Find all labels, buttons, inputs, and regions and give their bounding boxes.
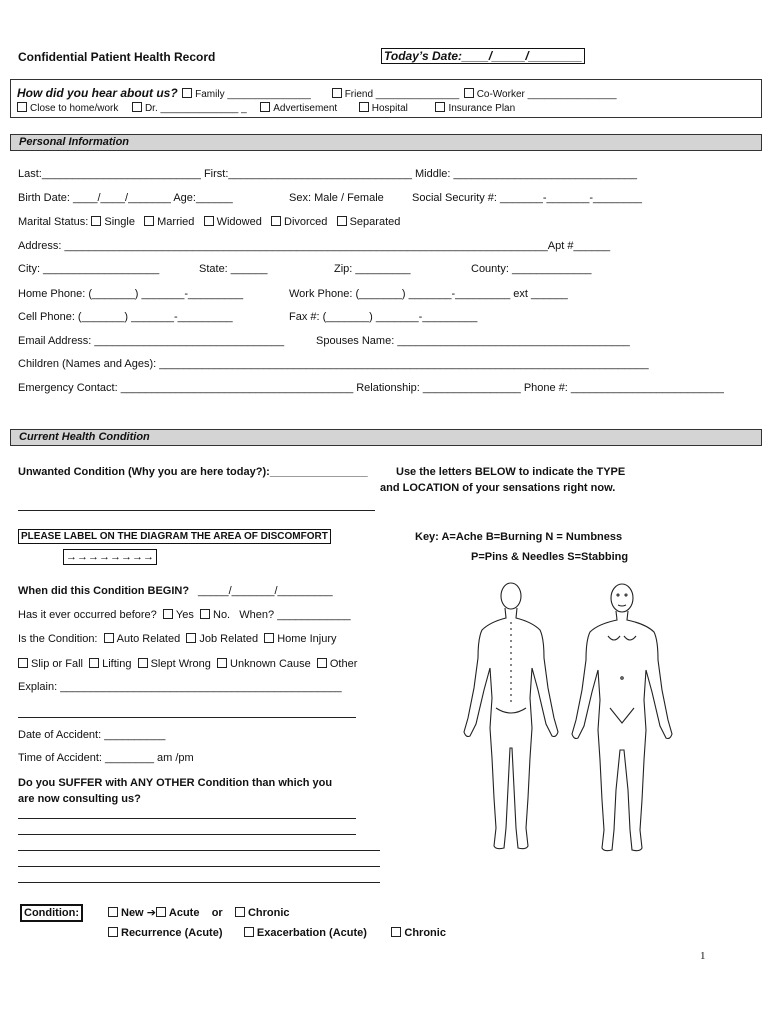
zip-field[interactable]: Zip: _________ bbox=[334, 263, 411, 275]
or-label: or bbox=[211, 907, 223, 919]
condition-label-box: Condition: bbox=[20, 904, 83, 922]
checkbox-occurred-no[interactable] bbox=[200, 609, 210, 619]
section-heading: Personal Information bbox=[19, 136, 130, 148]
checkbox-single[interactable] bbox=[91, 216, 101, 226]
option-home-injury: Home Injury bbox=[277, 633, 337, 645]
back-figure-outline bbox=[464, 583, 558, 849]
condition-type-row bbox=[18, 633, 337, 645]
checkbox-slept-wrong[interactable] bbox=[138, 658, 148, 668]
city-field[interactable]: City: ___________________ bbox=[18, 263, 160, 275]
instruction-line-1: Use the letters BELOW to indicate the TYPE bbox=[396, 466, 626, 478]
option-chronic: Chronic bbox=[247, 907, 290, 919]
referral-close: Close to home/work bbox=[30, 103, 119, 114]
todays-date-field[interactable]: Today’s Date:____/_____/________ bbox=[381, 48, 585, 64]
occurred-before-row bbox=[18, 609, 351, 621]
checkbox-separated[interactable] bbox=[337, 216, 347, 226]
option-job-related: Job Related bbox=[199, 633, 259, 645]
other-condition-line-2[interactable] bbox=[18, 834, 356, 835]
checkbox-divorced[interactable] bbox=[271, 216, 281, 226]
home-phone-field[interactable]: Home Phone: (_______) _______-_________ bbox=[18, 288, 244, 300]
option-single: Single bbox=[104, 216, 135, 228]
checkbox-coworker[interactable] bbox=[464, 88, 474, 98]
other-condition-question-1: Do you SUFFER with ANY OTHER Condition than which you bbox=[18, 777, 333, 789]
checkbox-auto-related[interactable] bbox=[104, 633, 114, 643]
checkbox-recurrence[interactable] bbox=[108, 927, 118, 937]
explain-field[interactable]: Explain: ______________________________________________ bbox=[18, 681, 342, 693]
checkbox-lifting[interactable] bbox=[89, 658, 99, 668]
checkbox-chronic-2[interactable] bbox=[391, 927, 401, 937]
fax-field[interactable]: Fax #: (_______) _______-_________ bbox=[289, 311, 478, 323]
condition-status-row-2 bbox=[108, 927, 446, 939]
emergency-contact-field[interactable]: Emergency Contact: ______________________________________ Relationship: ________________ Phone #: _________________________ bbox=[18, 382, 724, 394]
checkbox-slip-or-fall[interactable] bbox=[18, 658, 28, 668]
condition-begin-field[interactable]: _____/_______/_________ bbox=[198, 585, 333, 597]
referral-friend: Friend _______________ bbox=[344, 89, 460, 100]
option-other: Other bbox=[329, 658, 358, 670]
checkbox-occurred-yes[interactable] bbox=[163, 609, 173, 619]
checkbox-widowed[interactable] bbox=[204, 216, 214, 226]
arrows-indicator: →→→→→→→→ bbox=[63, 549, 157, 565]
other-condition-question-2: are now consulting us? bbox=[18, 793, 141, 805]
option-acute: Acute bbox=[168, 907, 200, 919]
referral-box bbox=[10, 79, 762, 118]
accident-date-field[interactable]: Date of Accident: __________ bbox=[18, 729, 166, 741]
option-chronic-2: Chronic bbox=[404, 927, 446, 939]
cell-phone-field[interactable]: Cell Phone: (_______) _______-_________ bbox=[18, 311, 233, 323]
email-field[interactable]: Email Address: _______________________________ bbox=[18, 335, 285, 347]
marital-status bbox=[18, 216, 400, 228]
state-field[interactable]: State: ______ bbox=[199, 263, 268, 275]
referral-family: Family _______________ bbox=[195, 89, 311, 100]
sex-field[interactable]: Sex: Male / Female bbox=[289, 192, 384, 204]
other-condition-line-4[interactable] bbox=[18, 866, 380, 867]
checkbox-advertisement[interactable] bbox=[260, 102, 270, 112]
other-condition-line-5[interactable] bbox=[18, 882, 380, 883]
children-field[interactable]: Children (Names and Ages): ________________________________________________________________________________ bbox=[18, 358, 649, 370]
option-exacerbation: Exacerbation (Acute) bbox=[256, 927, 367, 939]
key-line-1: Key: A=Ache B=Burning N = Numbness bbox=[415, 531, 623, 543]
ssn-field[interactable]: Social Security #: _______-_______-________ bbox=[412, 192, 642, 204]
condition-type-label: Is the Condition: bbox=[18, 633, 98, 645]
checkbox-home-injury[interactable] bbox=[264, 633, 274, 643]
option-lifting: Lifting bbox=[102, 658, 132, 670]
checkbox-exacerbation[interactable] bbox=[244, 927, 254, 937]
instruction-line-2: and LOCATION of your sensations right now. bbox=[380, 482, 616, 494]
option-slip-or-fall: Slip or Fall bbox=[31, 658, 83, 670]
checkbox-acute[interactable] bbox=[156, 907, 166, 917]
condition-status-row-1 bbox=[108, 906, 290, 919]
option-auto-related: Auto Related bbox=[116, 633, 181, 645]
checkbox-new[interactable] bbox=[108, 907, 118, 917]
explain-line[interactable] bbox=[18, 717, 356, 718]
address-field[interactable]: Address: _______________________________________________________________________________Apt #______ bbox=[18, 240, 611, 252]
option-slept-wrong: Slept Wrong bbox=[150, 658, 211, 670]
checkbox-friend[interactable] bbox=[332, 88, 342, 98]
accident-time-field[interactable]: Time of Accident: ________ am /pm bbox=[18, 752, 194, 764]
option-widowed: Widowed bbox=[216, 216, 262, 228]
page-number: 1 bbox=[700, 950, 706, 962]
option-new: New bbox=[121, 907, 144, 919]
name-fields[interactable]: Last:__________________________ First:______________________________ Middle: ______________________________ bbox=[18, 168, 638, 180]
checkbox-family[interactable] bbox=[182, 88, 192, 98]
option-separated: Separated bbox=[349, 216, 401, 228]
diagram-label-box: PLEASE LABEL ON THE DIAGRAM THE AREA OF DISCOMFORT bbox=[18, 529, 331, 544]
referral-hospital: Hospital bbox=[371, 103, 408, 114]
other-condition-line-3[interactable] bbox=[18, 850, 380, 851]
option-married: Married bbox=[157, 216, 195, 228]
checkbox-insurance[interactable] bbox=[435, 102, 445, 112]
option-divorced: Divorced bbox=[284, 216, 328, 228]
referral-insurance: Insurance Plan bbox=[448, 103, 516, 114]
birth-date-age-field[interactable]: Birth Date: ____/____/_______ Age:______ bbox=[18, 192, 233, 204]
unwanted-condition-line[interactable] bbox=[18, 510, 375, 511]
marital-label: Marital Status: bbox=[18, 216, 89, 228]
referral-question: How did you hear about us? bbox=[17, 86, 178, 100]
county-field[interactable]: County: _____________ bbox=[471, 263, 592, 275]
checkbox-married[interactable] bbox=[144, 216, 154, 226]
option-recurrence: Recurrence (Acute) bbox=[121, 927, 223, 939]
spouse-name-field[interactable]: Spouses Name: ______________________________________ bbox=[316, 335, 630, 347]
form-title: Confidential Patient Health Record bbox=[18, 50, 216, 64]
occurred-no-label: No. bbox=[213, 609, 231, 621]
body-diagram[interactable] bbox=[450, 578, 755, 868]
arrow-right-icon: ➔ bbox=[146, 907, 156, 919]
section-heading: Current Health Condition bbox=[19, 431, 150, 443]
unwanted-condition-field[interactable]: Unwanted Condition (Why you are here today?):________________ bbox=[18, 466, 368, 478]
referral-advertisement: Advertisement bbox=[273, 103, 338, 114]
referral-dr: Dr. ______________ _ bbox=[144, 103, 247, 114]
checkbox-other[interactable] bbox=[317, 658, 327, 668]
occurred-label: Has it ever occurred before? bbox=[18, 609, 157, 621]
condition-begin-label: When did this Condition BEGIN? bbox=[18, 585, 190, 597]
checkbox-hospital[interactable] bbox=[359, 102, 369, 112]
checkbox-close-to-home[interactable] bbox=[17, 102, 27, 112]
work-phone-field[interactable]: Work Phone: (_______) _______-_________ ext ______ bbox=[289, 288, 568, 300]
cause-row bbox=[18, 658, 357, 670]
key-line-2: P=Pins & Needles S=Stabbing bbox=[471, 551, 629, 563]
option-unknown-cause: Unknown Cause bbox=[230, 658, 311, 670]
front-figure-outline bbox=[572, 584, 672, 851]
referral-coworker: Co-Worker ________________ bbox=[476, 89, 617, 100]
other-condition-line-1[interactable] bbox=[18, 818, 356, 819]
occurred-when-field[interactable]: When? ____________ bbox=[239, 609, 351, 621]
section-current-health-condition bbox=[10, 429, 762, 446]
checkbox-unknown-cause[interactable] bbox=[217, 658, 227, 668]
occurred-yes-label: Yes bbox=[175, 609, 194, 621]
checkbox-dr[interactable] bbox=[132, 102, 142, 112]
section-personal-information bbox=[10, 134, 762, 151]
checkbox-chronic[interactable] bbox=[235, 907, 245, 917]
checkbox-job-related[interactable] bbox=[186, 633, 196, 643]
